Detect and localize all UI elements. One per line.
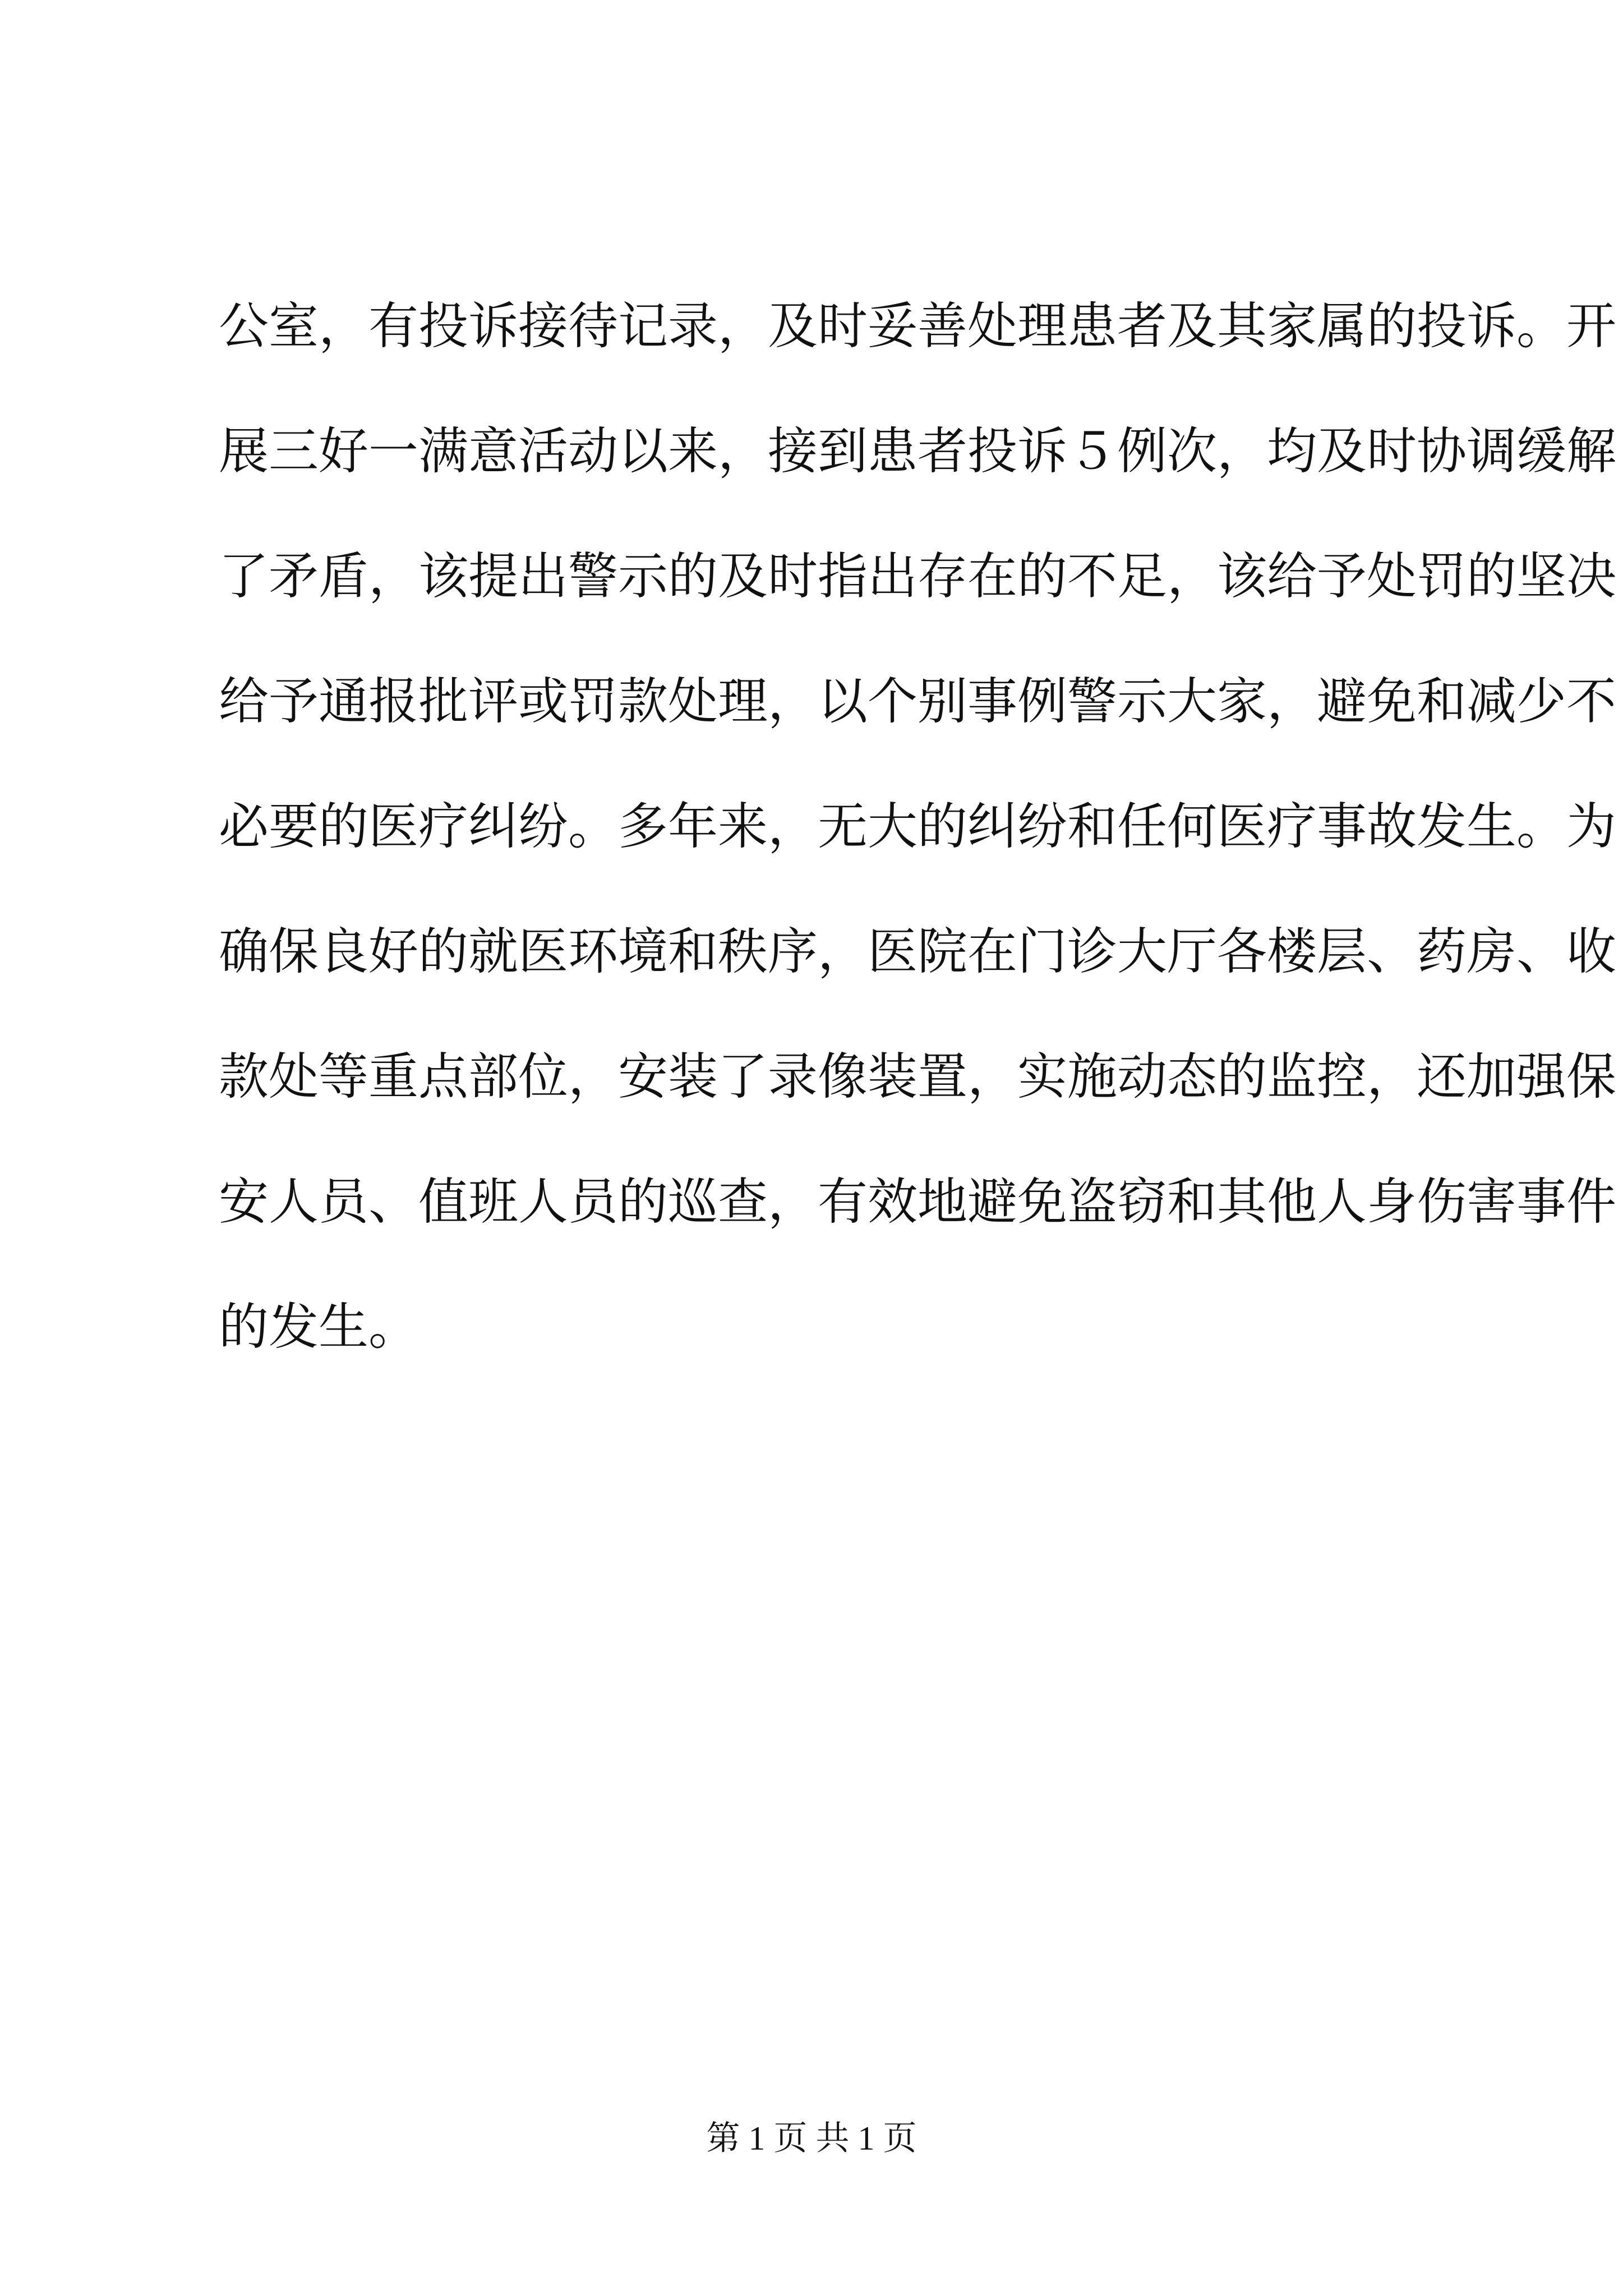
paragraph-line: 给予通报批评或罚款处理，以个别事例警示大家，避免和减少不 xyxy=(219,672,1616,730)
page-number-footer: 第 1 页 共 1 页 xyxy=(706,2120,917,2157)
body-paragraph xyxy=(219,264,1616,1389)
paragraph-line: 必要的医疗纠纷。多年来，无大的纠纷和任何医疗事故发生。为 xyxy=(219,797,1616,855)
paragraph-line: 款处等重点部位，安装了录像装置，实施动态的监控，还加强保 xyxy=(219,1047,1616,1106)
paragraph-line: 公室，有投诉接待记录，及时妥善处理患者及其家属的投诉。开 xyxy=(219,297,1616,355)
paragraph-line: 安人员、值班人员的巡查，有效地避免盗窃和其他人身伤害事件 xyxy=(219,1172,1616,1231)
paragraph-line: 确保良好的就医环境和秩序，医院在门诊大厅各楼层、药房、收 xyxy=(219,922,1616,981)
paragraph-line: 了矛盾，该提出警示的及时指出存在的不足，该给予处罚的坚决 xyxy=(219,547,1616,605)
paragraph-line: 的发生。 xyxy=(219,1297,418,1356)
paragraph-line: 展三好一满意活动以来，接到患者投诉５例次，均及时协调缓解 xyxy=(219,422,1616,480)
